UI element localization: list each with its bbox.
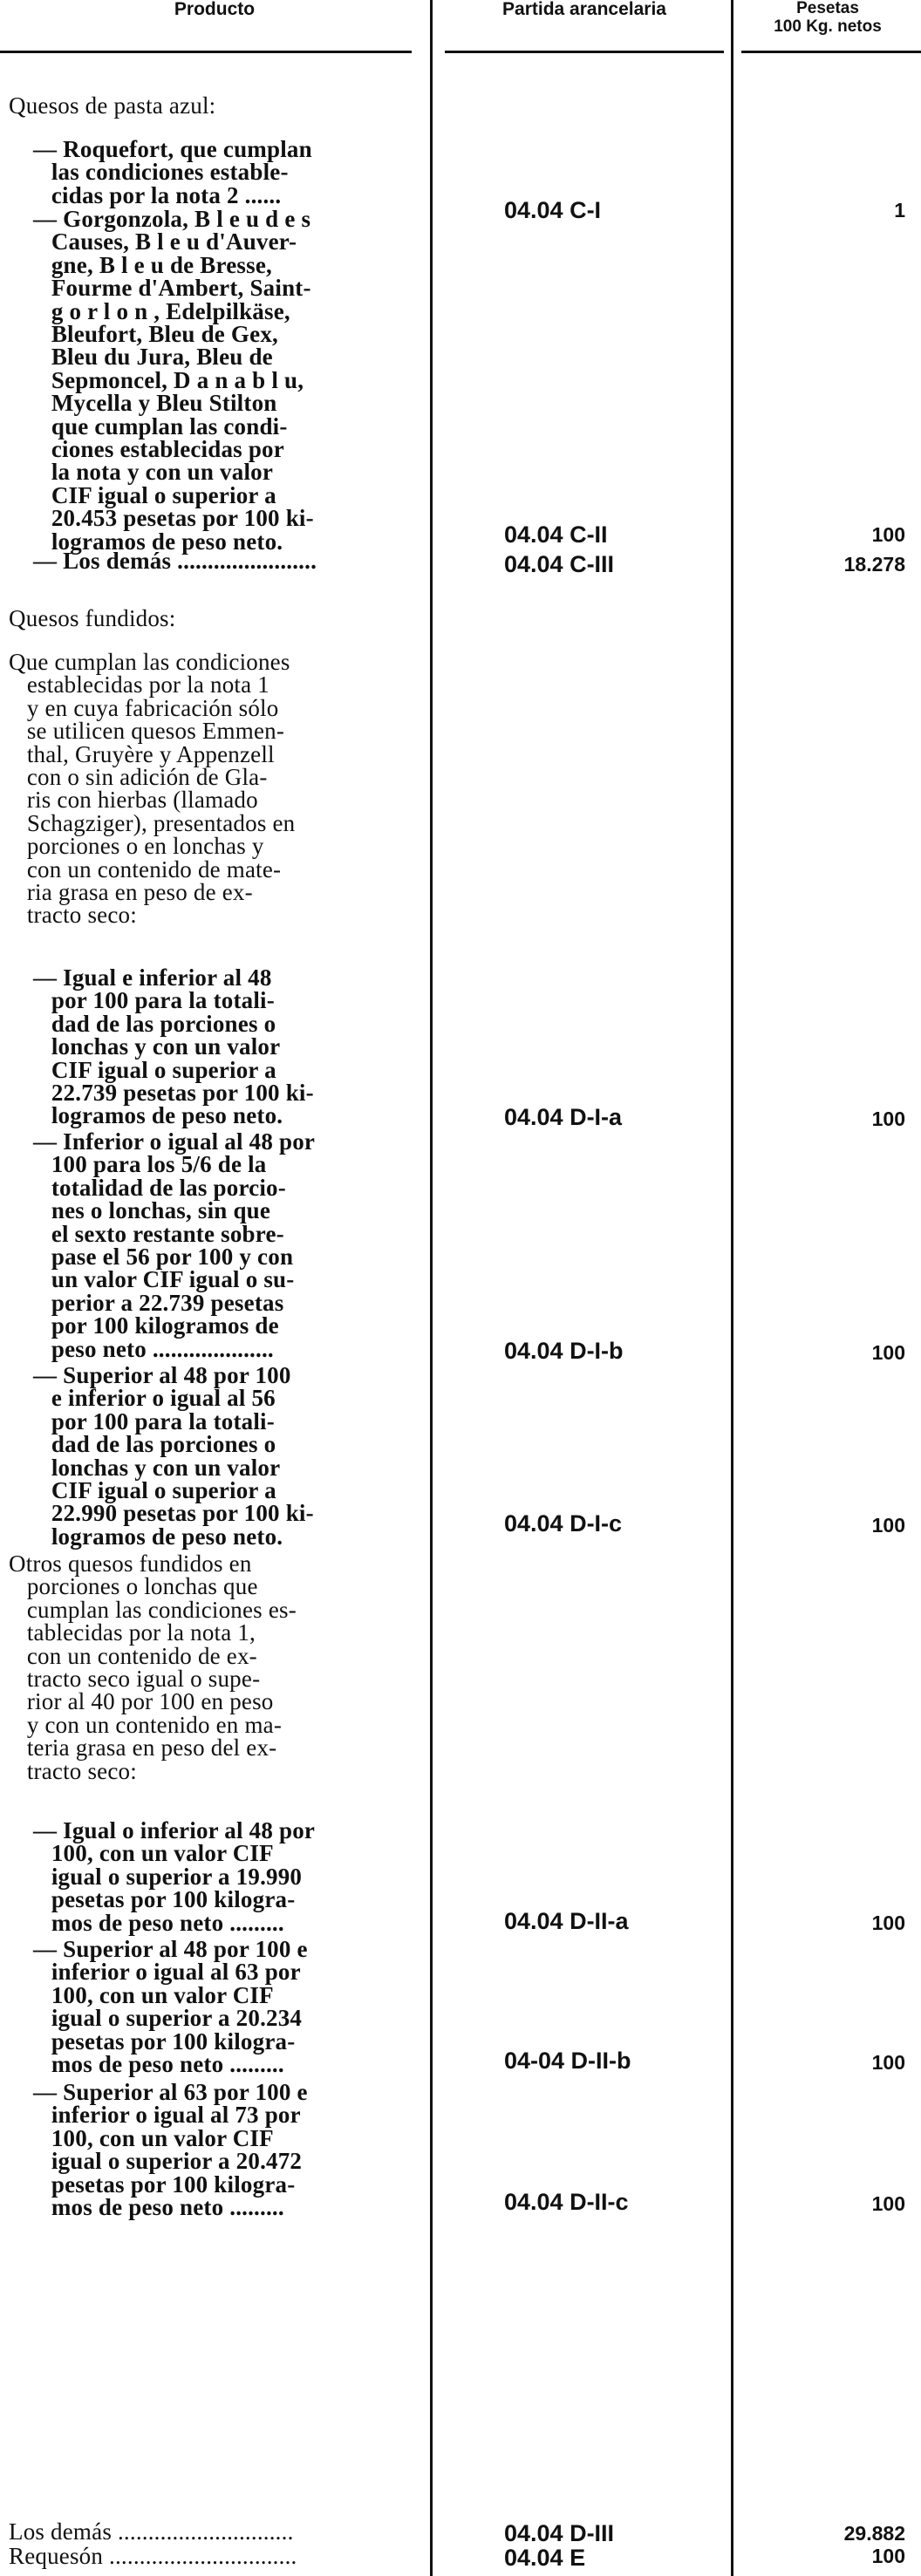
header-kg-netos: 100 Kg. netos (774, 17, 882, 36)
code-d2b: 04-04 D-II-b (504, 2048, 631, 2074)
header-partida: Partida arancelaria (502, 0, 666, 19)
value-d2b: 100 (871, 2051, 905, 2074)
value-d3: 29.882 (843, 2522, 905, 2545)
column-divider-1 (430, 0, 433, 2576)
header-rule-left (0, 51, 412, 53)
header-rule-right (741, 51, 921, 53)
item-otros-intro: Otros quesos fundidos en porciones o lonchas que cumplan las condiciones es- tablecidas por la nota 1, con un contenido de ex- tracto seco igual o supe- rior al 40 por 100 en peso y con un contenido en ma- teria grasa en peso del ex- tracto seco: (9, 1550, 297, 1784)
code-c2: 04.04 C-II (504, 521, 608, 548)
code-e: 04.04 E (504, 2545, 586, 2571)
code-d1a: 04.04 D-I-a (504, 1104, 623, 1130)
column-divider-2 (731, 0, 733, 2576)
item-los-demas-blue: — Los demás ....................... (33, 548, 317, 574)
value-d1a: 100 (871, 1107, 905, 1130)
code-d3: 04.04 D-III (504, 2520, 615, 2546)
code-c1: 04.04 C-I (504, 197, 602, 223)
value-d2a: 100 (871, 1912, 905, 1934)
item-d1a: — Igual e inferior al 48 por 100 para la totali- dad de las porciones o lonchas y con un valor CIF igual o superior a 22.739 pesetas por 100 ki- logramos de peso neto. (33, 964, 314, 1129)
item-gorgonzola: — Gorgonzola, B l e u d e s Causes, B l e u d'Auver- gne, B l e u de Bresse, Fourme d'Ambert, Saint- g o r l o n , Edelpilkäse, Bleufort, Bleu de Gex, Bleu du Jura, Bleu de Sepmoncel, D a n a b l u, Mycella y Bleu Stilton que cumplan las condi- ciones establecidas por la nota y con un valor CIF igual o superior a 20.453 pesetas por 100 ki- logramos de peso neto. (33, 206, 314, 555)
code-c3: 04.04 C-III (504, 551, 615, 577)
item-d1b: — Inferior o igual al 48 por 100 para los 5/6 de la totalidad de las porcio- nes o lonchas, sin que el sexto restante sobre- pase el 56 por 100 y con un valor CIF igual o su- perior a 22.739 pesetas por 100 kilogramos de peso neto .................... (33, 1128, 316, 1362)
value-c2: 100 (871, 523, 905, 546)
item-fundidos-intro: Que cumplan las condiciones establecidas por la nota 1 y en cuya fabricación sólo se utilicen quesos Emmen- thal, Gruyère y Appenzell con o sin adición de Gla- ris con hierbas (llamado Schagziger), presentados en porciones o en lonchas y con un contenido de mate- ria grasa en peso de ex- tracto seco: (9, 649, 296, 929)
value-d1b: 100 (871, 1341, 905, 1364)
header-rule-middle (445, 51, 724, 53)
value-c3: 18.278 (843, 553, 905, 576)
code-d1b: 04.04 D-I-b (504, 1338, 624, 1364)
code-d2c: 04.04 D-II-c (504, 2189, 629, 2215)
code-d2a: 04.04 D-II-a (504, 1908, 629, 1934)
item-roquefort: — Roquefort, que cumplan las condiciones estable- cidas por la nota 2 ...... (33, 136, 312, 208)
header-pesetas: Pesetas (796, 0, 859, 17)
value-c1: 1 (894, 199, 905, 221)
item-d2b: — Superior al 48 por 100 e inferior o igual al 63 por 100, con un valor CIF igual o superior a 20.234 pesetas por 100 kilogra- mos de peso neto ......... (33, 1936, 308, 2078)
header-producto: Producto (174, 0, 256, 19)
value-d2c: 100 (871, 2192, 905, 2215)
value-d1c: 100 (871, 1514, 905, 1537)
section-title-blue-cheese: Quesos de pasta azul: (9, 92, 216, 119)
item-d2a: — Igual o inferior al 48 por 100, con un valor CIF igual o superior a 19.990 pesetas por 100 kilogra- mos de peso neto ......... (33, 1817, 316, 1936)
code-d1c: 04.04 D-I-c (504, 1510, 623, 1537)
item-d2c: — Superior al 63 por 100 e inferior o igual al 73 por 100, con un valor CIF igual o superior a 20.472 pesetas por 100 kilogra- mos de peso neto ......... (33, 2079, 308, 2221)
section-title-fundidos: Quesos fundidos: (9, 605, 176, 631)
item-requeson: Requesón ............................... (9, 2543, 297, 2569)
value-e: 100 (871, 2545, 905, 2567)
item-los-demas-final: Los demás ............................. (9, 2518, 294, 2545)
item-d1c: — Superior al 48 por 100 e inferior o igual al 56 por 100 para la totali- dad de las porciones o lonchas y con un valor CIF igual o superior a 22.990 pesetas por 100 ki- logramos de peso neto. (33, 1362, 314, 1550)
